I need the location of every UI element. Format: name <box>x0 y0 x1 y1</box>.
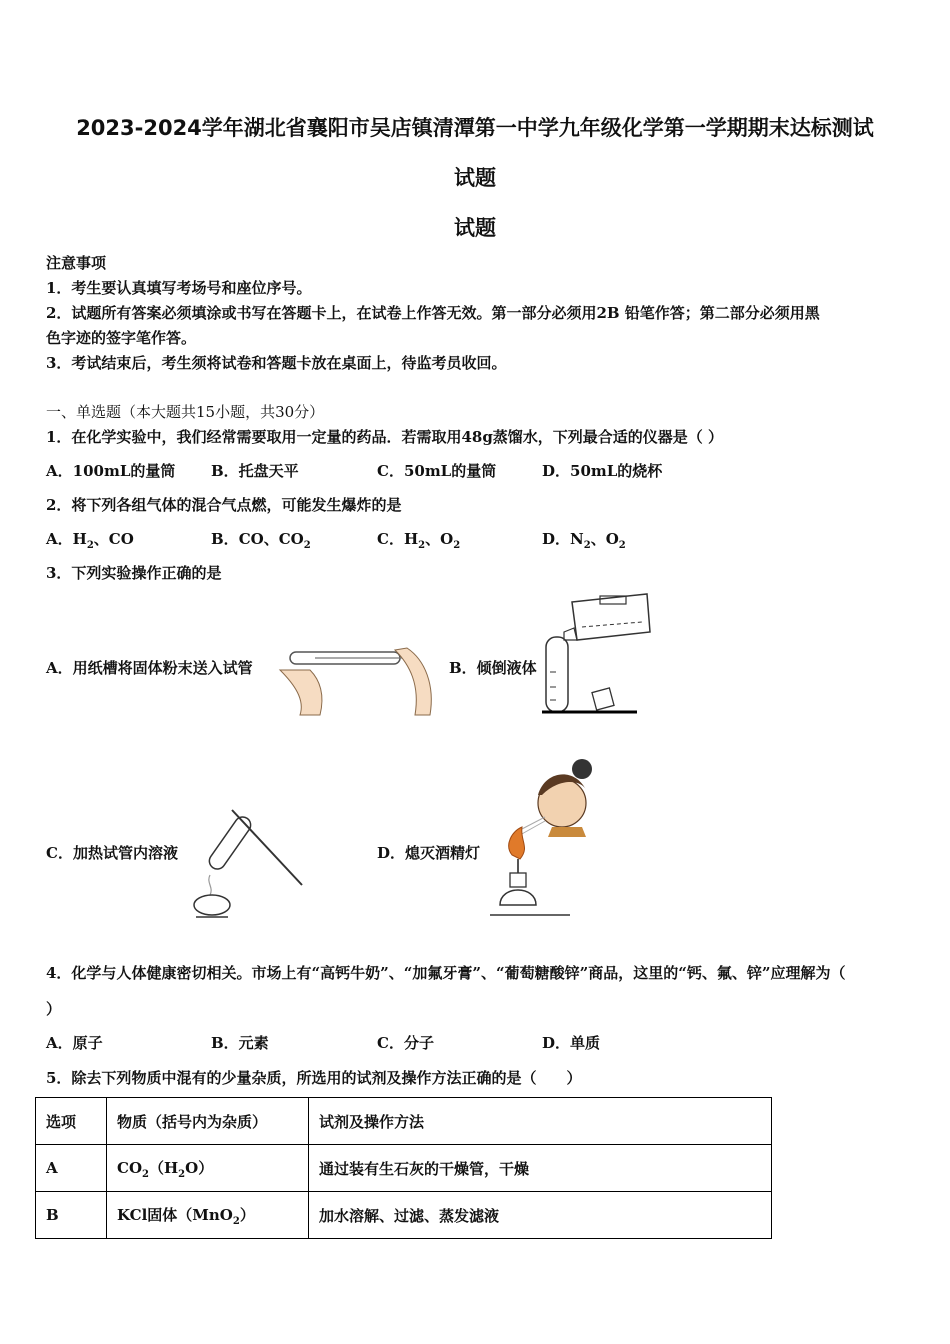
q3-option-a: A．用纸槽将固体粉末送入试管 <box>46 659 253 677</box>
q1-stem: 1．在化学实验中，我们经常需要取用一定量的药品．若需取用48g蒸馏水，下列最合适的仪器是（ ） <box>46 428 724 446</box>
table-row <box>36 1192 772 1239</box>
table-header: 试剂及操作方法 <box>309 1098 772 1145</box>
q1-option-c: C．50mL的量筒 <box>377 462 497 480</box>
table-cell-method: 加水溶解、过滤、蒸发滤液 <box>309 1192 772 1239</box>
notice-item: 2．试题所有答案必须填涂或书写在答题卡上，在试卷上作答无效。第一部分必须用2B 铅笔作答；第二部分必须用黑 <box>46 304 820 322</box>
q2-stem: 2．将下列各组气体的混合气点燃，可能发生爆炸的是 <box>46 496 402 514</box>
page-subtitle: 试题 <box>454 216 496 240</box>
q1-option-d: D．50mL的烧杯 <box>542 462 663 480</box>
notice-item: 3．考试结束后，考生须将试卷和答题卡放在桌面上，待监考员收回。 <box>46 354 507 372</box>
table-header: 物质（括号内为杂质） <box>107 1098 309 1145</box>
heating-test-tube-figure <box>192 805 307 920</box>
q2-option-b: B．CO、$CO_2$ <box>211 530 311 551</box>
page-title-cont: 试题 <box>454 166 496 190</box>
q4-option-d: D．单质 <box>542 1034 601 1052</box>
q1-option-b: B．托盘天平 <box>211 462 299 480</box>
q2-option-a: A．$H_2$、CO <box>46 530 134 551</box>
notice-heading: 注意事项 <box>46 254 107 272</box>
table-cell-substance: KCl固体（MnO$_2$） <box>107 1192 309 1239</box>
q4-stem: 4．化学与人体健康密切相关。市场上有“高钙牛奶”、“加氟牙膏”、“葡萄糖酸锌”商品，这里的“钙、氟、锌”应理解为（ <box>46 964 846 982</box>
q3-stem: 3．下列实验操作正确的是 <box>46 564 222 582</box>
notice-item: 色字迹的签字笔作答。 <box>46 329 197 347</box>
table-header-row <box>36 1098 772 1145</box>
q4-option-b: B．元素 <box>211 1034 269 1052</box>
alcohol-lamp-figure <box>490 755 600 920</box>
q1-option-a: A．100mL的量筒 <box>46 462 176 480</box>
table-row <box>36 1145 772 1192</box>
table-cell-substance: $CO_2(H_2O)$ <box>107 1145 309 1192</box>
pouring-liquid-figure <box>542 592 642 717</box>
section-heading: 一、单选题（本大题共15小题，共30分） <box>46 403 325 421</box>
table-cell-option: B <box>36 1192 107 1239</box>
notice-item: 1．考生要认真填写考场号和座位序号。 <box>46 279 312 297</box>
q3-option-c: C．加热试管内溶液 <box>46 844 178 862</box>
q2-option-d: D．$N_2$、$O_2$ <box>542 530 626 551</box>
q5-table <box>35 1097 772 1239</box>
page-title: 2023-2024学年湖北省襄阳市吴店镇清潭第一中学九年级化学第一学期期末达标测试 <box>76 116 874 140</box>
q2-option-c: C．$H_2$、$O_2$ <box>377 530 461 551</box>
q3-option-b: B．倾倒液体 <box>449 659 537 677</box>
table-cell-method: 通过装有生石灰的干燥管，干燥 <box>309 1145 772 1192</box>
q3-option-d: D．熄灭酒精灯 <box>377 844 481 862</box>
table-header: 选项 <box>36 1098 107 1145</box>
q5-stem: 5．除去下列物质中混有的少量杂质，所选用的试剂及操作方法正确的是（ ） <box>46 1069 582 1087</box>
table-cell-option: A <box>36 1145 107 1192</box>
paper-trough-figure <box>275 640 430 720</box>
q4-option-c: C．分子 <box>377 1034 434 1052</box>
q4-stem-cont: ） <box>46 1000 62 1018</box>
q4-option-a: A．原子 <box>46 1034 103 1052</box>
